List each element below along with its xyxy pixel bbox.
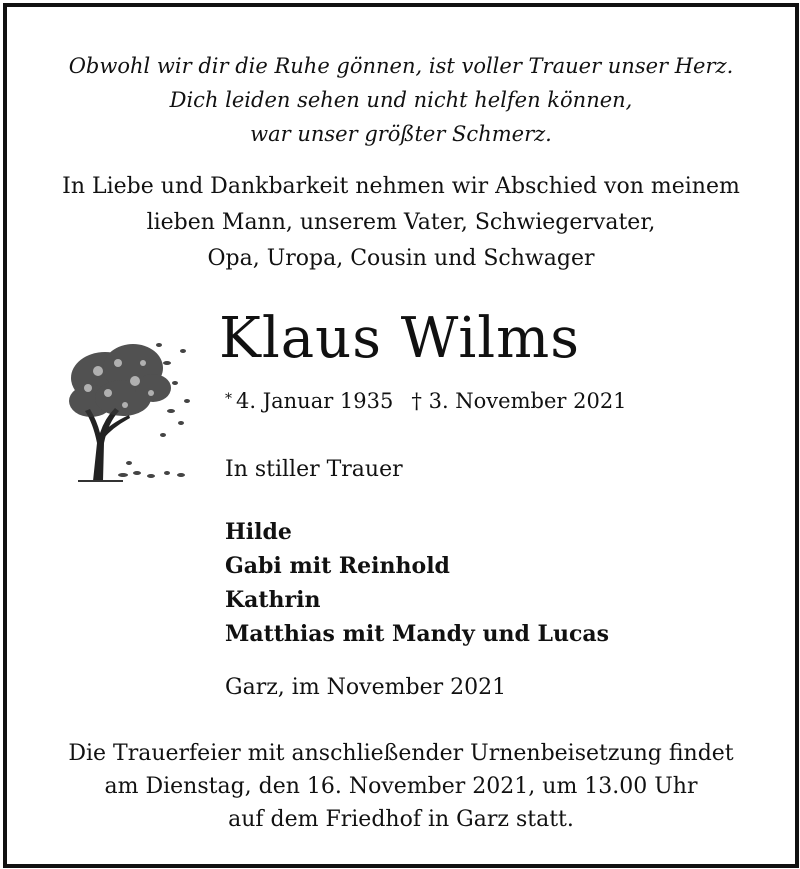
death-symbol: †: [411, 389, 422, 413]
family-member: Kathrin: [225, 587, 321, 613]
obituary-notice: [3, 3, 799, 868]
intro-line-2: lieben Mann, unserem Vater, Schwiegervater,: [146, 210, 656, 235]
funeral-line-2: am Dienstag, den 16. November 2021, um 13.00 Uhr: [104, 774, 698, 799]
family-member: Matthias mit Mandy und Lucas: [225, 621, 610, 647]
funeral-info: [7, 737, 795, 836]
poem-line-3: war unser größter Schmerz.: [250, 122, 552, 146]
mourning-line: In stiller Trauer: [225, 457, 403, 482]
family-list: [225, 515, 609, 651]
intro-line-1: In Liebe und Dankbarkeit nehmen wir Abschied von meinem: [62, 174, 740, 199]
funeral-line-3: auf dem Friedhof in Garz statt.: [228, 807, 574, 832]
family-member: Hilde: [225, 519, 292, 545]
place-date: Garz, im November 2021: [225, 675, 507, 700]
birth-date: 4. Januar 1935: [236, 389, 394, 413]
birth-symbol: *: [225, 391, 232, 407]
family-member: Gabi mit Reinhold: [225, 553, 450, 579]
life-dates: [225, 387, 627, 415]
poem-line-1: Obwohl wir dir die Ruhe gönnen, ist voller Trauer unser Herz.: [68, 54, 734, 78]
poem-verse: [7, 49, 795, 151]
death-date: 3. November 2021: [428, 389, 627, 413]
funeral-line-1: Die Trauerfeier mit anschließender Urnenbeisetzung findet: [68, 741, 734, 766]
deceased-name: Klaus Wilms: [219, 306, 580, 371]
windblown-tree-icon: [63, 323, 193, 488]
poem-line-2: Dich leiden sehen und nicht helfen können,: [169, 88, 633, 112]
intro-line-3: Opa, Uropa, Cousin und Schwager: [207, 246, 595, 271]
farewell-intro: [7, 169, 795, 277]
